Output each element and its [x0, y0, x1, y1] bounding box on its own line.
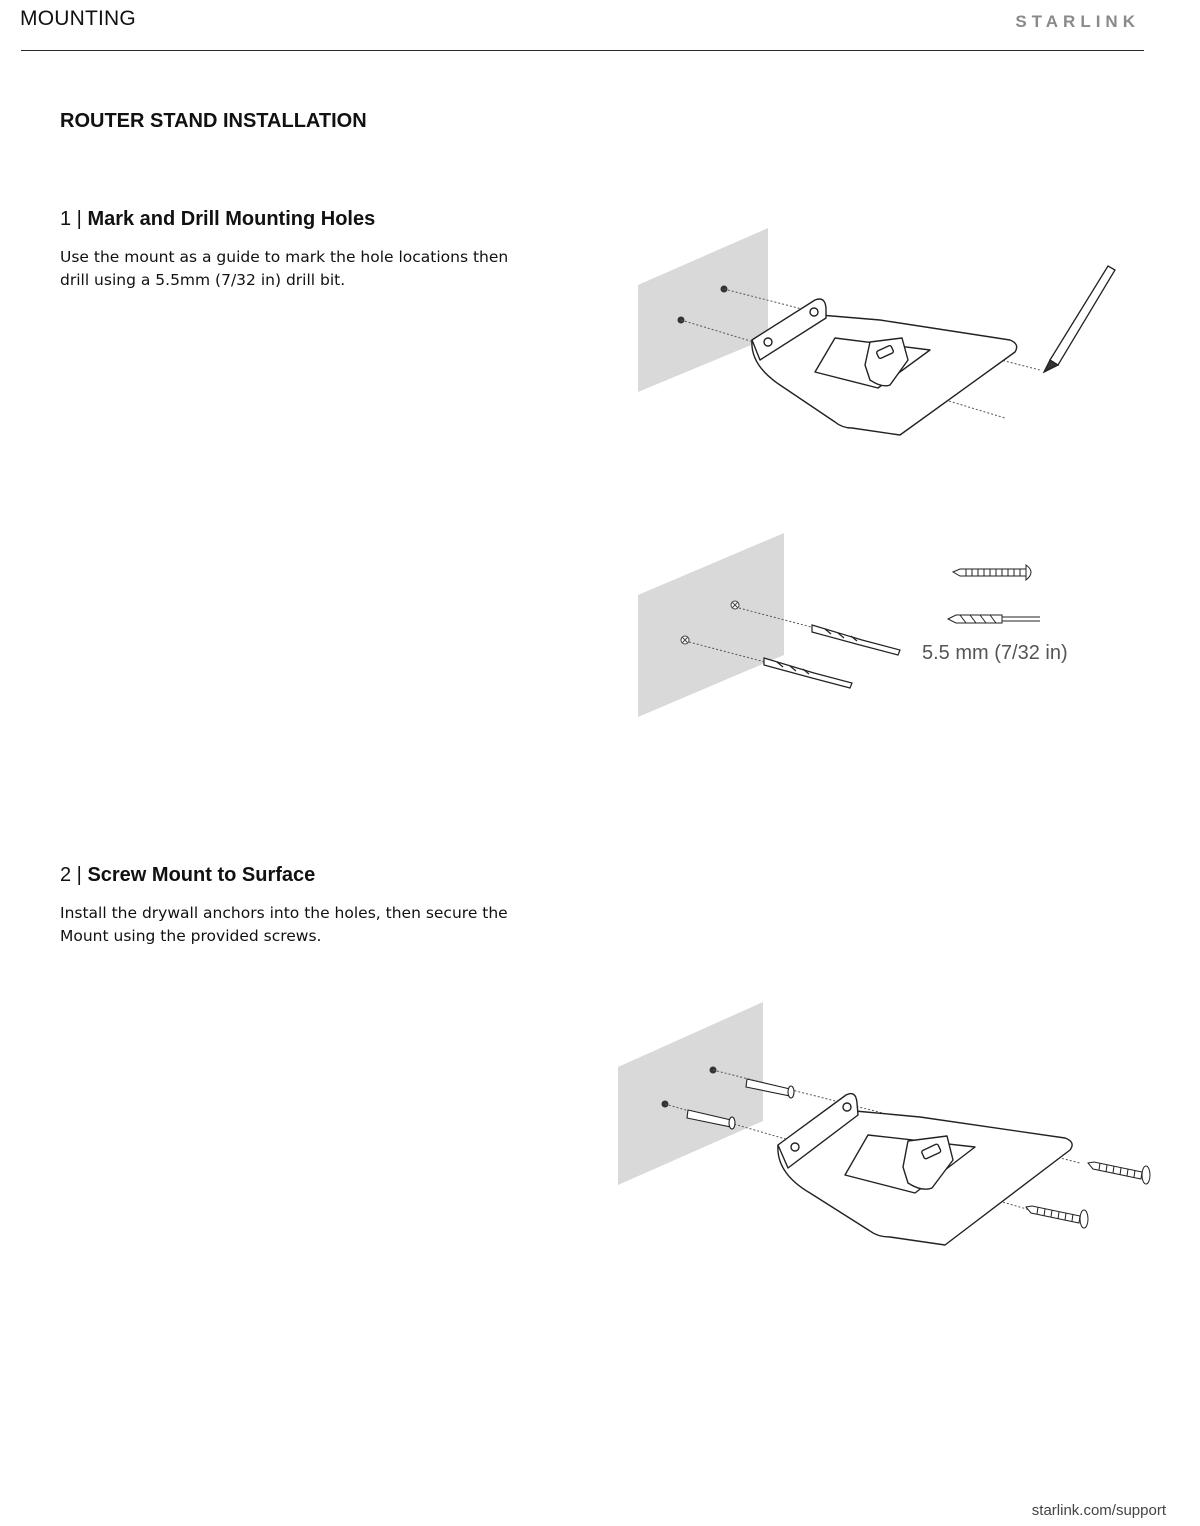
step-1-number: 1 |	[60, 208, 82, 230]
wall-panel	[638, 228, 768, 392]
screw-icon	[953, 565, 1031, 580]
brand-logo: STARLINK	[1015, 12, 1140, 31]
step-2-description: Install the drywall anchors into the holes, then secure the Mount using the provided screws.	[60, 904, 508, 945]
drill-holes-diagram	[630, 525, 1090, 725]
drill-bit-reference-icon	[948, 615, 1040, 623]
step-1-title: Mark and Drill Mounting Holes	[87, 208, 376, 230]
screw-icon	[1026, 1162, 1150, 1228]
step-2-title: Screw Mount to Surface	[87, 864, 316, 886]
wall-panel	[638, 533, 784, 717]
step-2-number: 2 |	[60, 864, 82, 886]
support-url: starlink.com/support	[1031, 1502, 1166, 1519]
step-1-heading	[60, 208, 375, 231]
drill-holes-illustration	[630, 525, 1090, 725]
pencil-icon	[1044, 266, 1115, 372]
step-1-description: Use the mount as a guide to mark the hole locations then drill using a 5.5mm (7/32 in) drill bit.	[60, 248, 509, 289]
wall-panel	[618, 1002, 763, 1185]
drill-bit-icon	[764, 625, 900, 688]
router-mount	[752, 299, 1017, 435]
header-divider	[21, 50, 1144, 51]
page-title: ROUTER STAND INSTALLATION	[60, 110, 367, 132]
screw-mount-illustration	[610, 995, 1170, 1260]
mark-holes-diagram	[630, 220, 1130, 460]
mark-holes-illustration	[630, 220, 1130, 460]
router-mount	[778, 1094, 1072, 1245]
step-2-heading	[60, 864, 315, 887]
section-header: MOUNTING	[20, 7, 136, 30]
drill-bit-size-label: 5.5 mm (7/32 in)	[922, 642, 1068, 664]
screw-mount-diagram	[610, 995, 1170, 1260]
